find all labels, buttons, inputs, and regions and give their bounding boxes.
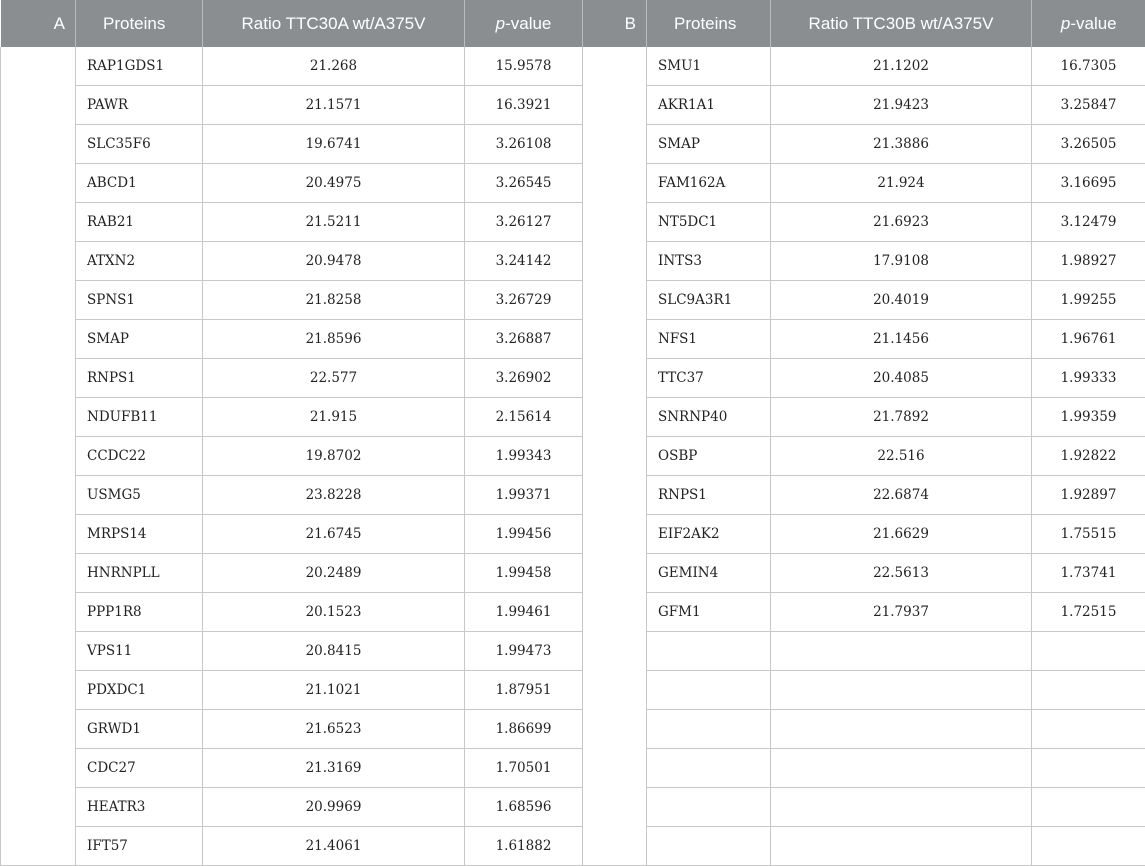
p-value-a-cell: 1.86699 xyxy=(465,710,583,749)
panel-a-gap xyxy=(1,749,76,788)
p-value-b-cell xyxy=(1032,788,1145,827)
panel-b-gap xyxy=(583,671,647,710)
protein-a-cell: RAP1GDS1 xyxy=(76,47,203,86)
panel-b-gap xyxy=(583,788,647,827)
table-row xyxy=(1,632,1145,671)
value-suffix: -value xyxy=(505,14,551,33)
panel-a-gap xyxy=(1,437,76,476)
table-row xyxy=(1,47,1145,86)
protein-b-cell: FAM162A xyxy=(647,164,771,203)
ratio-b-cell: 21.9423 xyxy=(771,86,1032,125)
protein-a-cell: NDUFB11 xyxy=(76,398,203,437)
protein-a-cell: ATXN2 xyxy=(76,242,203,281)
ratio-b-cell: 20.4085 xyxy=(771,359,1032,398)
p-value-b-cell: 1.75515 xyxy=(1032,515,1145,554)
table-row xyxy=(1,827,1145,866)
p-value-a-cell: 1.70501 xyxy=(465,749,583,788)
table-row xyxy=(1,671,1145,710)
ratio-b-cell: 20.4019 xyxy=(771,281,1032,320)
ratio-a-cell: 21.6745 xyxy=(203,515,465,554)
protein-a-cell: RNPS1 xyxy=(76,359,203,398)
protein-a-cell: ABCD1 xyxy=(76,164,203,203)
ratio-b-cell: 21.6629 xyxy=(771,515,1032,554)
proteins-header-a: Proteins xyxy=(76,0,203,47)
p-value-a-cell: 1.99343 xyxy=(465,437,583,476)
panel-b-gap xyxy=(583,827,647,866)
protein-a-cell: PDXDC1 xyxy=(76,671,203,710)
table-header xyxy=(1,0,1145,47)
ratio-b-cell xyxy=(771,827,1032,866)
panel-a-gap xyxy=(1,593,76,632)
protein-a-cell: SPNS1 xyxy=(76,281,203,320)
p-value-a-cell: 1.99371 xyxy=(465,476,583,515)
ratio-a-cell: 23.8228 xyxy=(203,476,465,515)
panel-a-gap xyxy=(1,827,76,866)
p-value-a-cell: 3.26108 xyxy=(465,125,583,164)
panel-b-gap xyxy=(583,632,647,671)
protein-b-cell xyxy=(647,749,771,788)
panel-b-gap xyxy=(583,476,647,515)
protein-a-cell: CCDC22 xyxy=(76,437,203,476)
table-row xyxy=(1,593,1145,632)
ratio-b-cell xyxy=(771,632,1032,671)
protein-b-cell: SNRNP40 xyxy=(647,398,771,437)
table-row xyxy=(1,359,1145,398)
ratio-a-cell: 22.577 xyxy=(203,359,465,398)
panel-a-gap xyxy=(1,476,76,515)
protein-a-cell: CDC27 xyxy=(76,749,203,788)
p-value-a-cell: 3.26127 xyxy=(465,203,583,242)
p-letter: p xyxy=(496,14,505,33)
ratio-a-cell: 21.4061 xyxy=(203,827,465,866)
p-value-b-cell: 1.73741 xyxy=(1032,554,1145,593)
protein-a-cell: HEATR3 xyxy=(76,788,203,827)
protein-b-cell: RNPS1 xyxy=(647,476,771,515)
table-row xyxy=(1,320,1145,359)
panel-a-gap xyxy=(1,710,76,749)
protein-a-cell: PAWR xyxy=(76,86,203,125)
protein-b-cell: NT5DC1 xyxy=(647,203,771,242)
ratio-a-cell: 21.1021 xyxy=(203,671,465,710)
panel-a-gap xyxy=(1,281,76,320)
panel-b-gap xyxy=(583,593,647,632)
p-value-b-cell: 1.99333 xyxy=(1032,359,1145,398)
p-value-a-cell: 3.24142 xyxy=(465,242,583,281)
table-row xyxy=(1,242,1145,281)
table-row xyxy=(1,281,1145,320)
panel-a-gap xyxy=(1,671,76,710)
p-value-a-cell: 2.15614 xyxy=(465,398,583,437)
protein-a-cell: MRPS14 xyxy=(76,515,203,554)
ratio-a-cell: 20.2489 xyxy=(203,554,465,593)
protein-b-cell: TTC37 xyxy=(647,359,771,398)
panel-a-gap xyxy=(1,359,76,398)
panel-a-gap xyxy=(1,125,76,164)
protein-a-cell: SMAP xyxy=(76,320,203,359)
protein-a-cell: PPP1R8 xyxy=(76,593,203,632)
p-value-a-cell: 1.99458 xyxy=(465,554,583,593)
ratio-b-cell: 21.7937 xyxy=(771,593,1032,632)
ratio-b-cell: 22.6874 xyxy=(771,476,1032,515)
ratio-b-cell: 22.5613 xyxy=(771,554,1032,593)
panel-b-gap xyxy=(583,515,647,554)
panel-a-gap xyxy=(1,554,76,593)
panel-b-gap xyxy=(583,203,647,242)
p-value-a-cell: 1.87951 xyxy=(465,671,583,710)
panel-a-gap xyxy=(1,242,76,281)
p-value-b-cell: 1.99359 xyxy=(1032,398,1145,437)
panel-a-gap xyxy=(1,320,76,359)
panel-b-gap xyxy=(583,398,647,437)
panel-b-gap xyxy=(583,242,647,281)
table-row xyxy=(1,749,1145,788)
table-row xyxy=(1,86,1145,125)
table-row xyxy=(1,554,1145,593)
panel-b-gap xyxy=(583,125,647,164)
p-value-b-cell: 1.92897 xyxy=(1032,476,1145,515)
ratio-b-cell: 21.7892 xyxy=(771,398,1032,437)
p-value-a-cell: 16.3921 xyxy=(465,86,583,125)
p-value-b-cell: 1.92822 xyxy=(1032,437,1145,476)
p-value-b-cell xyxy=(1032,749,1145,788)
p-value-a-cell: 1.99456 xyxy=(465,515,583,554)
p-value-b-cell: 1.99255 xyxy=(1032,281,1145,320)
protein-a-cell: SLC35F6 xyxy=(76,125,203,164)
protein-b-cell: AKR1A1 xyxy=(647,86,771,125)
protein-b-cell: GFM1 xyxy=(647,593,771,632)
p-value-a-cell: 1.68596 xyxy=(465,788,583,827)
proteins-header-b: Proteins xyxy=(647,0,771,47)
ratio-a-cell: 20.1523 xyxy=(203,593,465,632)
ratio-a-cell: 20.8415 xyxy=(203,632,465,671)
panel-a-gap xyxy=(1,515,76,554)
panel-b-gap xyxy=(583,164,647,203)
ratio-b-cell: 17.9108 xyxy=(771,242,1032,281)
protein-a-cell: VPS11 xyxy=(76,632,203,671)
panel-a-gap xyxy=(1,86,76,125)
table-body xyxy=(1,47,1145,866)
ratio-a-cell: 21.8596 xyxy=(203,320,465,359)
protein-b-cell: SLC9A3R1 xyxy=(647,281,771,320)
p-value-b-cell xyxy=(1032,710,1145,749)
panel-b-gap xyxy=(583,710,647,749)
ratio-a-cell: 21.3169 xyxy=(203,749,465,788)
table-row xyxy=(1,203,1145,242)
p-value-a-cell: 3.26545 xyxy=(465,164,583,203)
panel-b-gap xyxy=(583,359,647,398)
table-row xyxy=(1,710,1145,749)
p-value-b-cell: 3.12479 xyxy=(1032,203,1145,242)
ratio-b-cell: 21.1456 xyxy=(771,320,1032,359)
protein-b-cell: SMU1 xyxy=(647,47,771,86)
panel-a-gap xyxy=(1,47,76,86)
ratio-a-cell: 21.268 xyxy=(203,47,465,86)
protein-a-cell: HNRNPLL xyxy=(76,554,203,593)
protein-b-cell: GEMIN4 xyxy=(647,554,771,593)
p-value-b-cell: 3.26505 xyxy=(1032,125,1145,164)
panel-b-gap xyxy=(583,47,647,86)
protein-b-cell: EIF2AK2 xyxy=(647,515,771,554)
p-value-a-cell: 3.26902 xyxy=(465,359,583,398)
protein-b-cell xyxy=(647,788,771,827)
panel-a-gap xyxy=(1,398,76,437)
protein-b-cell: NFS1 xyxy=(647,320,771,359)
p-value-a-cell: 15.9578 xyxy=(465,47,583,86)
panel-b-gap xyxy=(583,86,647,125)
ratio-a-cell: 20.9969 xyxy=(203,788,465,827)
panel-a-gap xyxy=(1,788,76,827)
p-value-a-cell: 1.99473 xyxy=(465,632,583,671)
panel-a-gap xyxy=(1,203,76,242)
panel-a-label: A xyxy=(1,0,76,47)
protein-b-cell xyxy=(647,671,771,710)
protein-a-cell: USMG5 xyxy=(76,476,203,515)
ratio-header-b: Ratio TTC30B wt/A375V xyxy=(771,0,1032,47)
panel-b-gap xyxy=(583,437,647,476)
ratio-a-cell: 19.8702 xyxy=(203,437,465,476)
ratio-b-cell: 21.6923 xyxy=(771,203,1032,242)
ratio-a-cell: 21.8258 xyxy=(203,281,465,320)
protein-a-cell: GRWD1 xyxy=(76,710,203,749)
p-value-b-cell: 1.98927 xyxy=(1032,242,1145,281)
table-row xyxy=(1,398,1145,437)
ratio-a-cell: 21.915 xyxy=(203,398,465,437)
table-row xyxy=(1,476,1145,515)
panel-b-gap xyxy=(583,749,647,788)
panel-b-gap xyxy=(583,281,647,320)
panel-b-label: B xyxy=(583,0,647,47)
protein-b-cell xyxy=(647,632,771,671)
value-suffix: -value xyxy=(1070,14,1116,33)
protein-b-cell xyxy=(647,710,771,749)
table-row xyxy=(1,515,1145,554)
panel-a-gap xyxy=(1,632,76,671)
p-value-b-cell: 3.16695 xyxy=(1032,164,1145,203)
ratio-b-cell: 21.1202 xyxy=(771,47,1032,86)
ratio-b-cell xyxy=(771,788,1032,827)
ratio-header-a: Ratio TTC30A wt/A375V xyxy=(203,0,465,47)
p-value-header-b xyxy=(1032,0,1145,47)
table-row xyxy=(1,437,1145,476)
p-value-a-cell: 1.61882 xyxy=(465,827,583,866)
ratio-a-cell: 21.6523 xyxy=(203,710,465,749)
ratio-b-cell xyxy=(771,710,1032,749)
p-value-b-cell: 1.96761 xyxy=(1032,320,1145,359)
protein-b-cell: SMAP xyxy=(647,125,771,164)
protein-a-cell: RAB21 xyxy=(76,203,203,242)
p-value-b-cell: 3.25847 xyxy=(1032,86,1145,125)
ratio-b-cell xyxy=(771,671,1032,710)
table-row xyxy=(1,164,1145,203)
p-value-header-a xyxy=(465,0,583,47)
protein-b-cell: INTS3 xyxy=(647,242,771,281)
panel-b-gap xyxy=(583,554,647,593)
ratio-a-cell: 20.4975 xyxy=(203,164,465,203)
table-row xyxy=(1,788,1145,827)
ratio-a-cell: 21.1571 xyxy=(203,86,465,125)
ratio-b-cell: 22.516 xyxy=(771,437,1032,476)
protein-b-cell xyxy=(647,827,771,866)
p-value-a-cell: 1.99461 xyxy=(465,593,583,632)
panel-a-gap xyxy=(1,164,76,203)
ratio-a-cell: 21.5211 xyxy=(203,203,465,242)
p-letter: p xyxy=(1061,14,1070,33)
protein-b-cell: OSBP xyxy=(647,437,771,476)
p-value-b-cell xyxy=(1032,827,1145,866)
p-value-b-cell: 1.72515 xyxy=(1032,593,1145,632)
p-value-b-cell xyxy=(1032,671,1145,710)
p-value-a-cell: 3.26729 xyxy=(465,281,583,320)
p-value-a-cell: 3.26887 xyxy=(465,320,583,359)
ratio-a-cell: 20.9478 xyxy=(203,242,465,281)
p-value-b-cell: 16.7305 xyxy=(1032,47,1145,86)
p-value-b-cell xyxy=(1032,632,1145,671)
protein-a-cell: IFT57 xyxy=(76,827,203,866)
ratio-b-cell: 21.924 xyxy=(771,164,1032,203)
ratio-b-cell: 21.3886 xyxy=(771,125,1032,164)
ratio-b-cell xyxy=(771,749,1032,788)
panel-b-gap xyxy=(583,320,647,359)
ratio-a-cell: 19.6741 xyxy=(203,125,465,164)
table-row xyxy=(1,125,1145,164)
